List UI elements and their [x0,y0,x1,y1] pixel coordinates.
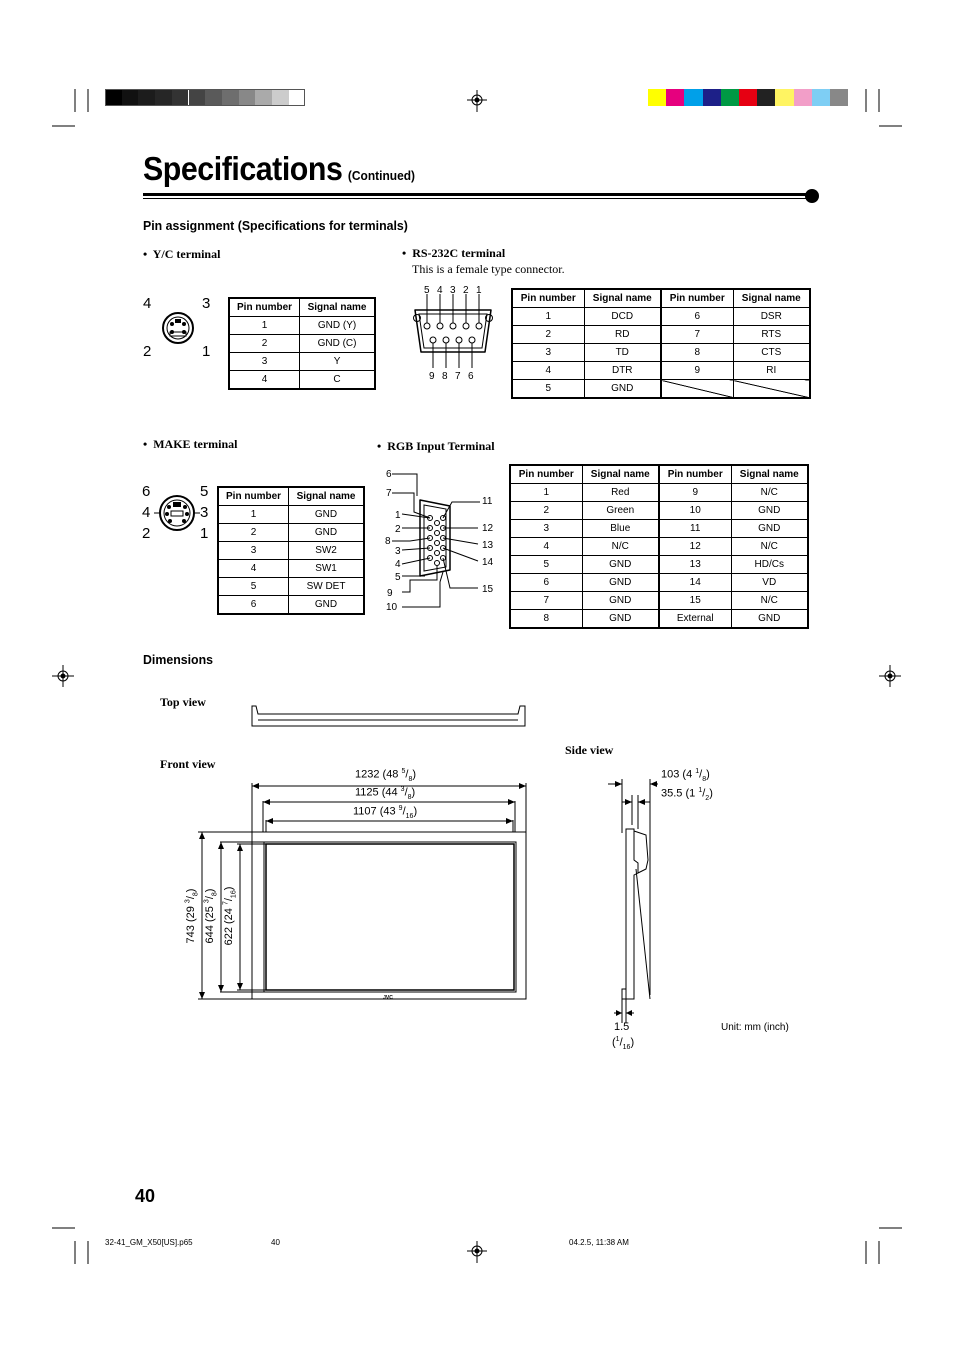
column-header: Pin number [661,289,733,308]
title-rule [143,193,813,196]
side-depth-103: 103 (4 $^1/_8$) [661,768,710,783]
table-row: 3 Y [229,353,375,371]
column-header: Signal name [584,289,661,308]
make-pin-label: 3 [200,504,209,521]
rs232c-connector-diagram [405,282,500,382]
empty-cell [733,380,810,399]
pin-assignment-heading: Pin assignment (Specifications for terminals) [143,218,408,233]
table-row: 5 SW DET [218,578,364,596]
rgb-connector-diagram [380,462,500,617]
rgb-pin-label: 4 [395,559,401,570]
column-header: Pin number [510,465,582,484]
make-pin-label: 5 [200,483,209,500]
make-pin-label: 6 [142,483,151,500]
page-number: 40 [135,1186,156,1206]
column-header: Pin number [229,298,300,317]
make-connector-diagram [140,480,215,545]
column-header: Signal name [289,487,364,506]
rgb-pin-label: 6 [386,469,392,480]
table-row: 3 Blue 11 GND [510,520,808,538]
rgb-pin-label: 11 [482,496,493,507]
table-row: 3 SW2 [218,542,364,560]
rs232c-pin-label: 3 [450,285,456,296]
table-row: 2 RD 7 RTS [512,326,810,344]
front-width-1125: 1125 (44 $^3/_8$) [355,786,416,801]
yc-pin-label: 3 [202,295,211,312]
table-row: 1 DCD 6 DSR [512,308,810,326]
table-row: 1 Red 9 N/C [510,484,808,502]
rgb-pin-label: 10 [386,602,398,613]
column-header: Pin number [659,465,731,484]
yc-connector-diagram [140,292,215,362]
rgb-pin-label: 12 [482,523,494,534]
front-height-622: 622 (24 $^7/_{16}$) [222,886,238,946]
side-bottom-fraction: $(^1/_{16})$ [612,1036,635,1051]
registration-target-bottom [467,1241,487,1263]
rgb-pin-label: 5 [395,572,401,583]
rs232c-pin-label: 7 [455,371,461,382]
rs232c-pin-label: 8 [442,371,448,382]
title-rule-dot [805,189,819,203]
table-row: 1 GND (Y) [229,317,375,335]
table-row: 5 GND 13 HD/Cs [510,556,808,574]
rgb-pin-table [509,464,809,629]
rs232c-note: This is a female type connector. [412,262,565,276]
page-title: Specifications (Continued) [143,150,416,187]
rs232c-pin-label: 1 [476,285,482,296]
empty-cell [661,380,733,399]
table-row: 4 SW1 [218,560,364,578]
footer-filename: 32-41_GM_X50[US].p65 [105,1238,193,1247]
table-row: 4 N/C 12 N/C [510,538,808,556]
table-row: 1 GND [218,506,364,524]
registration-target-left [52,665,74,687]
rgb-pin-label: 1 [395,510,401,521]
page-subtitle: (Continued) [347,168,416,183]
front-height-743: 743 (29 $^3/_8$) [184,888,200,944]
column-header: Signal name [733,289,810,308]
make-pin-label: 2 [142,525,151,542]
side-view-drawing [600,765,670,1025]
rgb-pin-label: 2 [395,524,401,535]
dimensions-heading: Dimensions [143,652,214,667]
front-view-label: Front view [160,757,216,771]
registration-target-right [879,665,901,687]
brand-logo: JVC [383,995,393,1001]
table-row: 2 GND (C) [229,335,375,353]
rgb-pin-label: 7 [386,488,392,499]
rs232c-pin-table [511,288,811,399]
rgb-pin-label: 15 [482,584,494,595]
yc-pin-label: 1 [202,343,211,360]
yc-terminal-label: • Y/C terminal [143,247,221,261]
rgb-terminal-label: • RGB Input Terminal [377,439,495,453]
registration-target-top [467,90,487,112]
column-header: Pin number [512,289,584,308]
rs232c-pin-label: 6 [468,371,474,382]
unit-note: Unit: mm (inch) [721,1022,789,1033]
table-row: 5 GND [512,380,810,399]
rgb-pin-label: 14 [482,557,494,568]
footer-page: 40 [271,1238,280,1247]
top-view-drawing [248,700,530,730]
column-header: Pin number [218,487,289,506]
footer-timestamp: 04.2.5, 11:38 AM [569,1238,629,1247]
rgb-pin-label: 8 [385,536,391,547]
rs232c-pin-label: 5 [424,285,430,296]
make-pin-table [217,486,365,615]
rs232c-terminal-label: • RS-232C terminal [402,246,506,260]
side-bottom-1-5: 1.5 [614,1021,630,1033]
table-row: 8 GND External GND [510,610,808,629]
side-view-label: Side view [565,743,614,757]
front-height-644: 644 (25 $^3/_8$) [203,888,219,944]
rgb-pin-label: 13 [482,540,494,551]
front-width-1232: 1232 (48 $^5/_8$) [355,768,417,783]
column-header: Signal name [582,465,659,484]
table-row: 2 GND [218,524,364,542]
table-row: 6 GND [218,596,364,615]
yc-pin-table [228,297,376,390]
table-row: 3 TD 8 CTS [512,344,810,362]
make-pin-label: 4 [142,504,151,521]
column-header: Signal name [300,298,375,317]
yc-pin-label: 4 [143,295,152,312]
yc-pin-label: 2 [143,343,152,360]
rs232c-pin-label: 2 [463,285,469,296]
table-row: 2 Green 10 GND [510,502,808,520]
table-row: 4 DTR 9 RI [512,362,810,380]
rgb-pin-label: 3 [395,546,401,557]
table-row: 6 GND 14 VD [510,574,808,592]
rgb-pin-label: 9 [387,588,393,599]
rs232c-pin-label: 9 [429,371,435,382]
make-pin-label: 1 [200,525,209,542]
column-header: Signal name [731,465,808,484]
top-view-label: Top view [160,695,206,709]
rs232c-pin-label: 4 [437,285,443,296]
table-row: 7 GND 15 N/C [510,592,808,610]
table-row: 4 C [229,371,375,390]
make-terminal-label: • MAKE terminal [143,437,238,451]
title-rule-thin [143,198,813,199]
front-width-1107: 1107 (43 $^9/_{16}$) [353,805,418,820]
side-depth-35-5: 35.5 (1 $^1/_2$) [661,787,713,802]
